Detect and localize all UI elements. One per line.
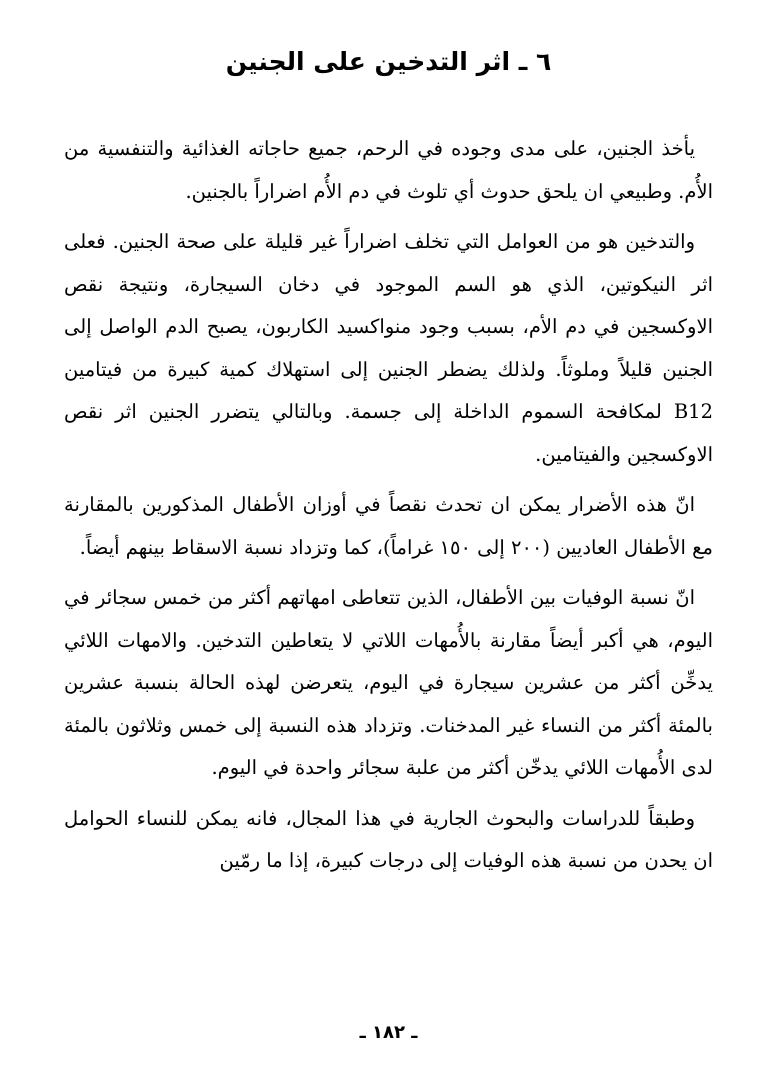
paragraph-2: والتدخين هو من العوامل التي تخلف اضراراً غير قليلة على صحة الجنين. فعلى اثر النيكوتين، الذي هو السم الموجود في دخان السيجارة، ونتيجة نقص الاوكسجين في دم الأم، بسبب وجود منواكسيد الكاربون، يصبح الدم الواصل إلى الجنين قليلاً وملوثاً. ولذلك يضطر الجنين إلى استهلاك كمية كبيرة من فيتامين B12 لمكافحة السموم الداخلة إلى جسمة. وبالتالي يتضرر الجنين اثر نقص الاوكسجين والفيتامين. bbox=[64, 230, 713, 466]
paragraph-5: وطبقاً للدراسات والبحوث الجارية في هذا المجال، فانه يمكن للنساء الحوامل ان يحدن من نسبة هذه الوفيات إلى درجات كبيرة، إذا ما رمّين bbox=[64, 806, 713, 872]
body-text bbox=[64, 128, 713, 891]
paragraph-1: يأخذ الجنين، على مدى وجوده في الرحم، جميع حاجاته الغذائية والتنفسية من الأُم. وطبيعي ان يلحق حدوث أي تلوث في دم الأُم اضراراً بالجنين. bbox=[64, 137, 713, 203]
page-number: ـ ١٨٢ ـ bbox=[359, 1022, 418, 1043]
paragraph-3: انّ هذه الأضرار يمكن ان تحدث نقصاً في أوزان الأطفال المذكورين بالمقارنة مع الأطفال العاديين (٢٠٠ إلى ١٥٠ غراماً)، كما وتزداد نسبة الاسقاط بينهم أيضاً. bbox=[64, 493, 713, 559]
paragraph-4: انّ نسبة الوفيات بين الأطفال، الذين تتعاطى امهاتهم أكثر من خمس سجائر في اليوم، هي أكبر أيضاً مقارنة بالأُمهات اللاتي لا يتعاطين التدخين. والامهات اللائي يدخِّن أكثر من عشرين سيجارة في اليوم، يتعرضن لهذه الحالة بنسبة عشرين بالمئة أكثر من النساء غير المدخنات. وتزداد هذه النسبة إلى خمس وثلاثون بالمئة لدى الأُمهات اللائي يدخّن أكثر من علبة سجائر واحدة في اليوم. bbox=[64, 586, 713, 779]
chapter-title: ٦ ـ اثر التدخين على الجنين bbox=[225, 47, 552, 76]
